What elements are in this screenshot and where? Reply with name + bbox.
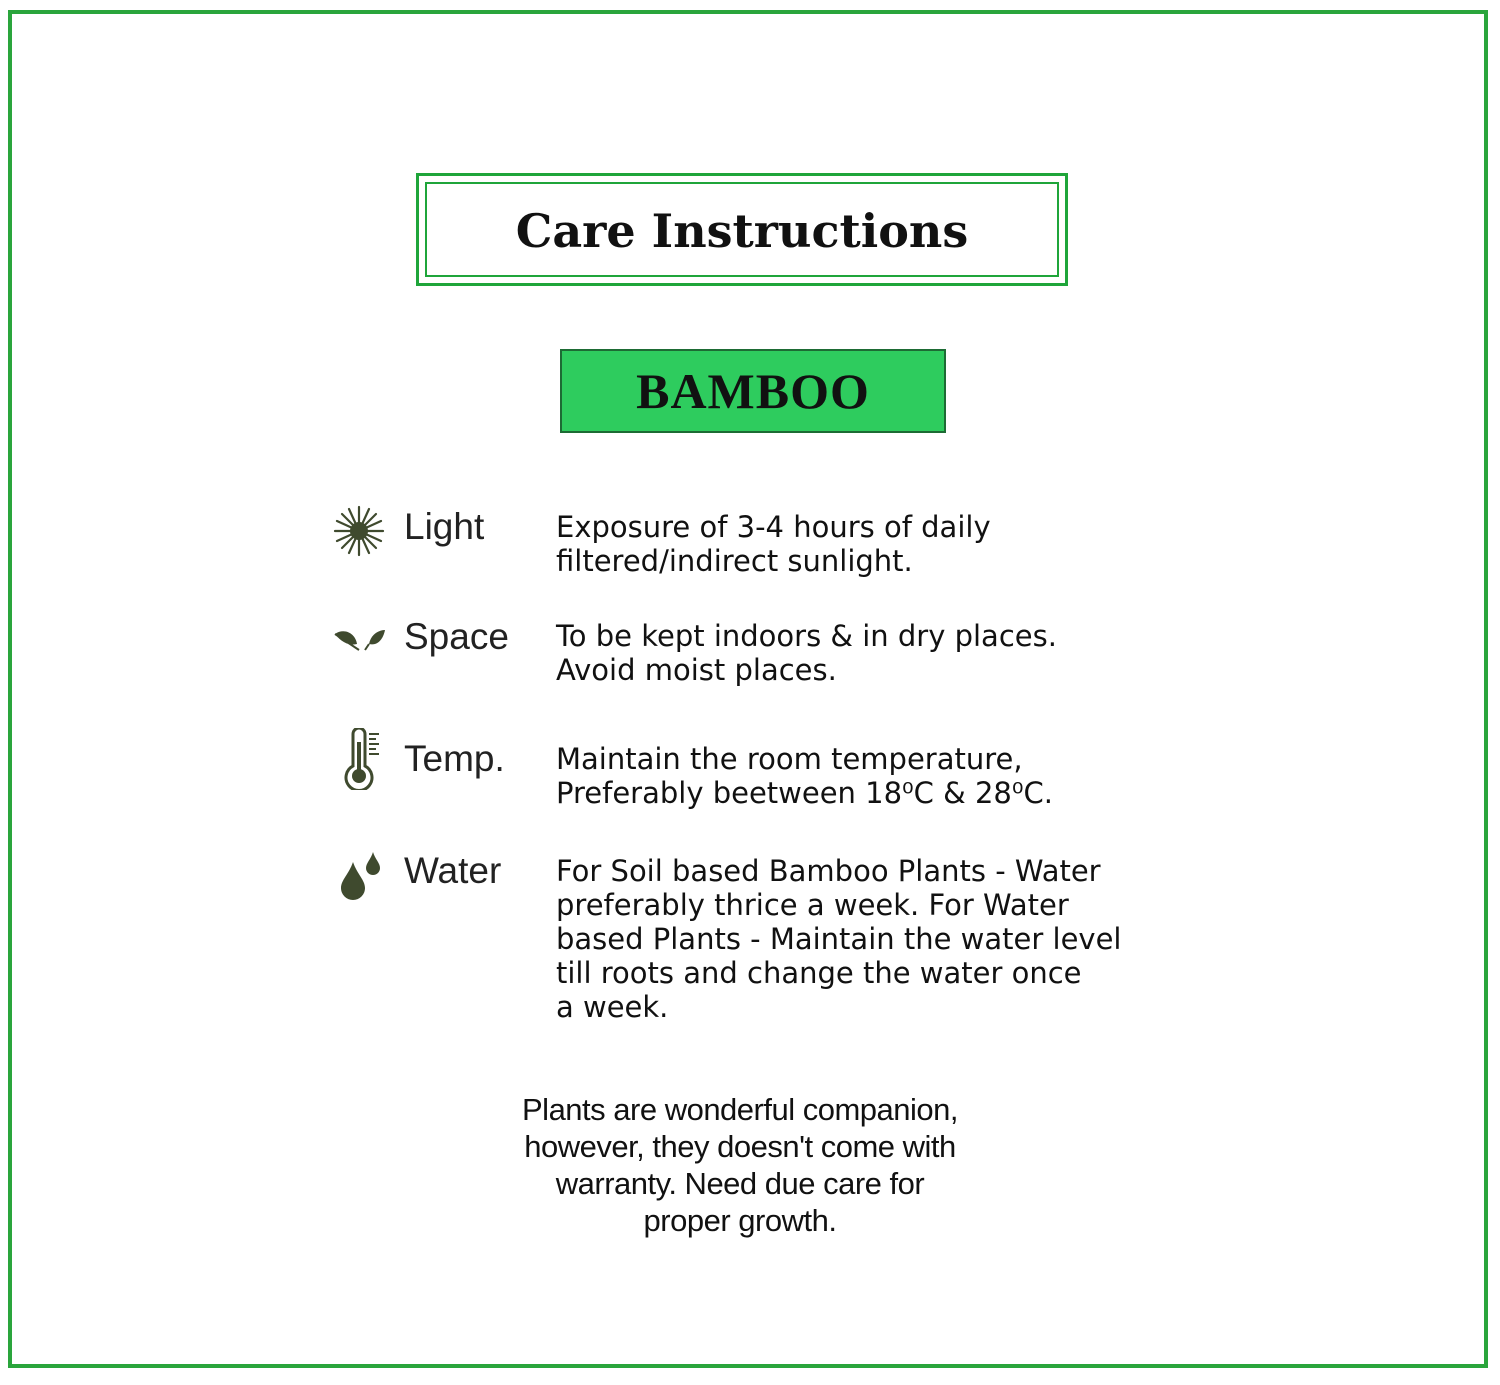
- care-text-space: To be kept indoors & in dry places. Avoid moist places.: [556, 619, 1057, 687]
- care-label-temp: Temp.: [404, 738, 505, 779]
- sun-icon: [333, 505, 385, 557]
- plant-name: BAMBOO: [636, 363, 870, 419]
- page-title: Care Instructions: [515, 203, 969, 258]
- care-text-temp: Maintain the room temperature, Preferably beetween 18⁰C & 28⁰C.: [556, 742, 1053, 810]
- title-box: [416, 173, 1068, 286]
- care-text-light: Exposure of 3-4 hours of daily filtered/indirect sunlight.: [556, 510, 991, 578]
- care-text-water: For Soil based Bamboo Plants - Water preferably thrice a week. For Water based Plants - Maintain the water level till roots and change the water once a week.: [556, 854, 1122, 1024]
- care-label-space: Space: [404, 616, 509, 657]
- footer-note: Plants are wonderful companion, however, they doesn't come with warranty. Need due care for proper growth.: [522, 1092, 958, 1238]
- care-label-light: Light: [404, 506, 485, 547]
- leaves-icon: [333, 620, 385, 672]
- plant-label-box: [560, 349, 946, 433]
- thermometer-icon: [333, 728, 385, 790]
- water-drops-icon: [333, 850, 385, 902]
- care-label-water: Water: [404, 850, 502, 891]
